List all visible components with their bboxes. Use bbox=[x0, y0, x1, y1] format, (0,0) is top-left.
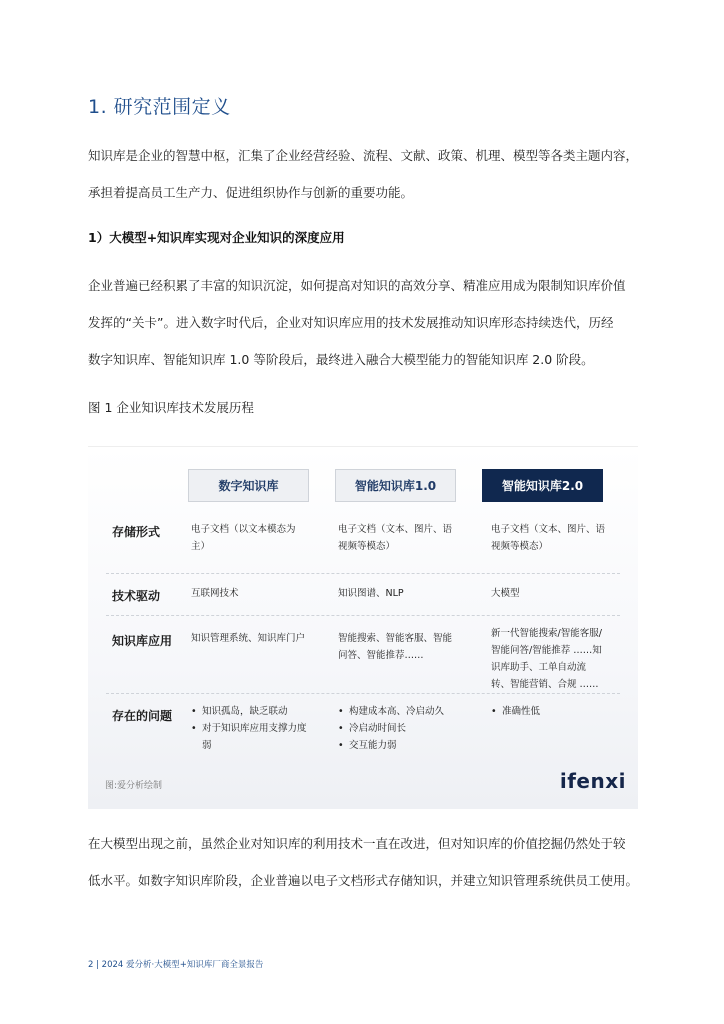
section-title: 1. 研究范围定义 bbox=[88, 96, 231, 118]
row-divider bbox=[106, 693, 620, 694]
cell-storage-smart-2: 电子文档（文本、图片、语视频等模态） bbox=[491, 524, 606, 552]
problem-item: • 对于知识库应用支撑力度弱 bbox=[191, 720, 309, 754]
intro-paragraph bbox=[88, 137, 640, 211]
body-line: 数字知识库、智能知识库 1.0 等阶段后，最终进入融合大模型能力的智能知识库 2.0 阶段。 bbox=[88, 352, 594, 367]
closing-line: 在大模型出现之前，虽然企业对知识库的利用技术一直在改进，但对知识库的价值挖掘仍然处于较 bbox=[88, 836, 626, 851]
cell-problems-smart-1 bbox=[338, 703, 456, 754]
intro-line: 知识库是企业的智慧中枢，汇集了企业经营经验、流程、文献、政策、机理、模型等各类主题内容， bbox=[88, 148, 639, 163]
sub-title: 1）大模型+知识库实现对企业知识的深度应用 bbox=[88, 230, 345, 245]
body-line: 发挥的“关卡”。进入数字时代后，企业对知识库应用的技术发展推动知识库形态持续迭代，历经 bbox=[88, 315, 614, 330]
problem-item: • 准确性低 bbox=[491, 703, 609, 720]
cell-storage-smart-1: 电子文档（文本、图片、语视频等模态） bbox=[338, 524, 453, 552]
cell-problems-smart-2 bbox=[491, 703, 609, 720]
column-header-digital: 数字知识库 bbox=[188, 469, 309, 502]
closing-paragraph bbox=[88, 825, 640, 899]
body-paragraph bbox=[88, 267, 640, 378]
problem-item: • 交互能力弱 bbox=[338, 737, 456, 754]
row-label-application: 知识库应用 bbox=[112, 634, 173, 648]
page-footer: 2 | 2024 爱分析·大模型+知识库厂商全景报告 bbox=[88, 960, 264, 970]
ifenxi-logo: ifenxi bbox=[559, 769, 626, 793]
cell-tech-digital: 互联网技术 bbox=[191, 588, 239, 599]
row-label-problems: 存在的问题 bbox=[112, 709, 173, 723]
cell-problems-digital bbox=[191, 703, 309, 754]
cell-tech-smart-2: 大模型 bbox=[491, 588, 520, 599]
column-header-smart-2: 智能知识库2.0 bbox=[482, 469, 603, 502]
problem-item: • 知识孤岛，缺乏联动 bbox=[191, 703, 309, 720]
problem-item: • 冷启动时间长 bbox=[338, 720, 456, 737]
evolution-figure bbox=[88, 446, 638, 809]
cell-app-smart-1: 智能搜索、智能客服、智能问答、智能推荐…… bbox=[338, 633, 453, 661]
cell-tech-smart-1: 知识图谱、NLP bbox=[338, 588, 404, 599]
cell-app-smart-2: 新一代智能搜索/智能客服/智能问答/智能推荐 ……知识库助手、工单自动流转、智能营销、合规 …… bbox=[491, 628, 602, 690]
body-line: 企业普遍已经积累了丰富的知识沉淀，如何提高对知识的高效分享、精准应用成为限制知识库价值 bbox=[88, 278, 626, 293]
figure-source: 图:爱分析绘制 bbox=[105, 781, 163, 791]
column-header-smart-1: 智能知识库1.0 bbox=[335, 469, 456, 502]
cell-app-digital: 知识管理系统、知识库门户 bbox=[191, 633, 306, 644]
row-label-tech: 技术驱动 bbox=[112, 589, 161, 603]
row-label-storage: 存储形式 bbox=[112, 525, 161, 539]
closing-line: 低水平。如数字知识库阶段，企业普遍以电子文档形式存储知识，并建立知识管理系统供员工使用。 bbox=[88, 873, 639, 888]
intro-line: 承担着提高员工生产力、促进组织协作与创新的重要功能。 bbox=[88, 185, 414, 200]
figure-caption: 图 1 企业知识库技术发展历程 bbox=[88, 400, 254, 415]
row-divider bbox=[106, 615, 620, 616]
cell-storage-digital: 电子文档（以文本模态为主） bbox=[191, 524, 296, 552]
row-divider bbox=[106, 573, 620, 574]
problem-item: • 构建成本高、冷启动久 bbox=[338, 703, 456, 720]
